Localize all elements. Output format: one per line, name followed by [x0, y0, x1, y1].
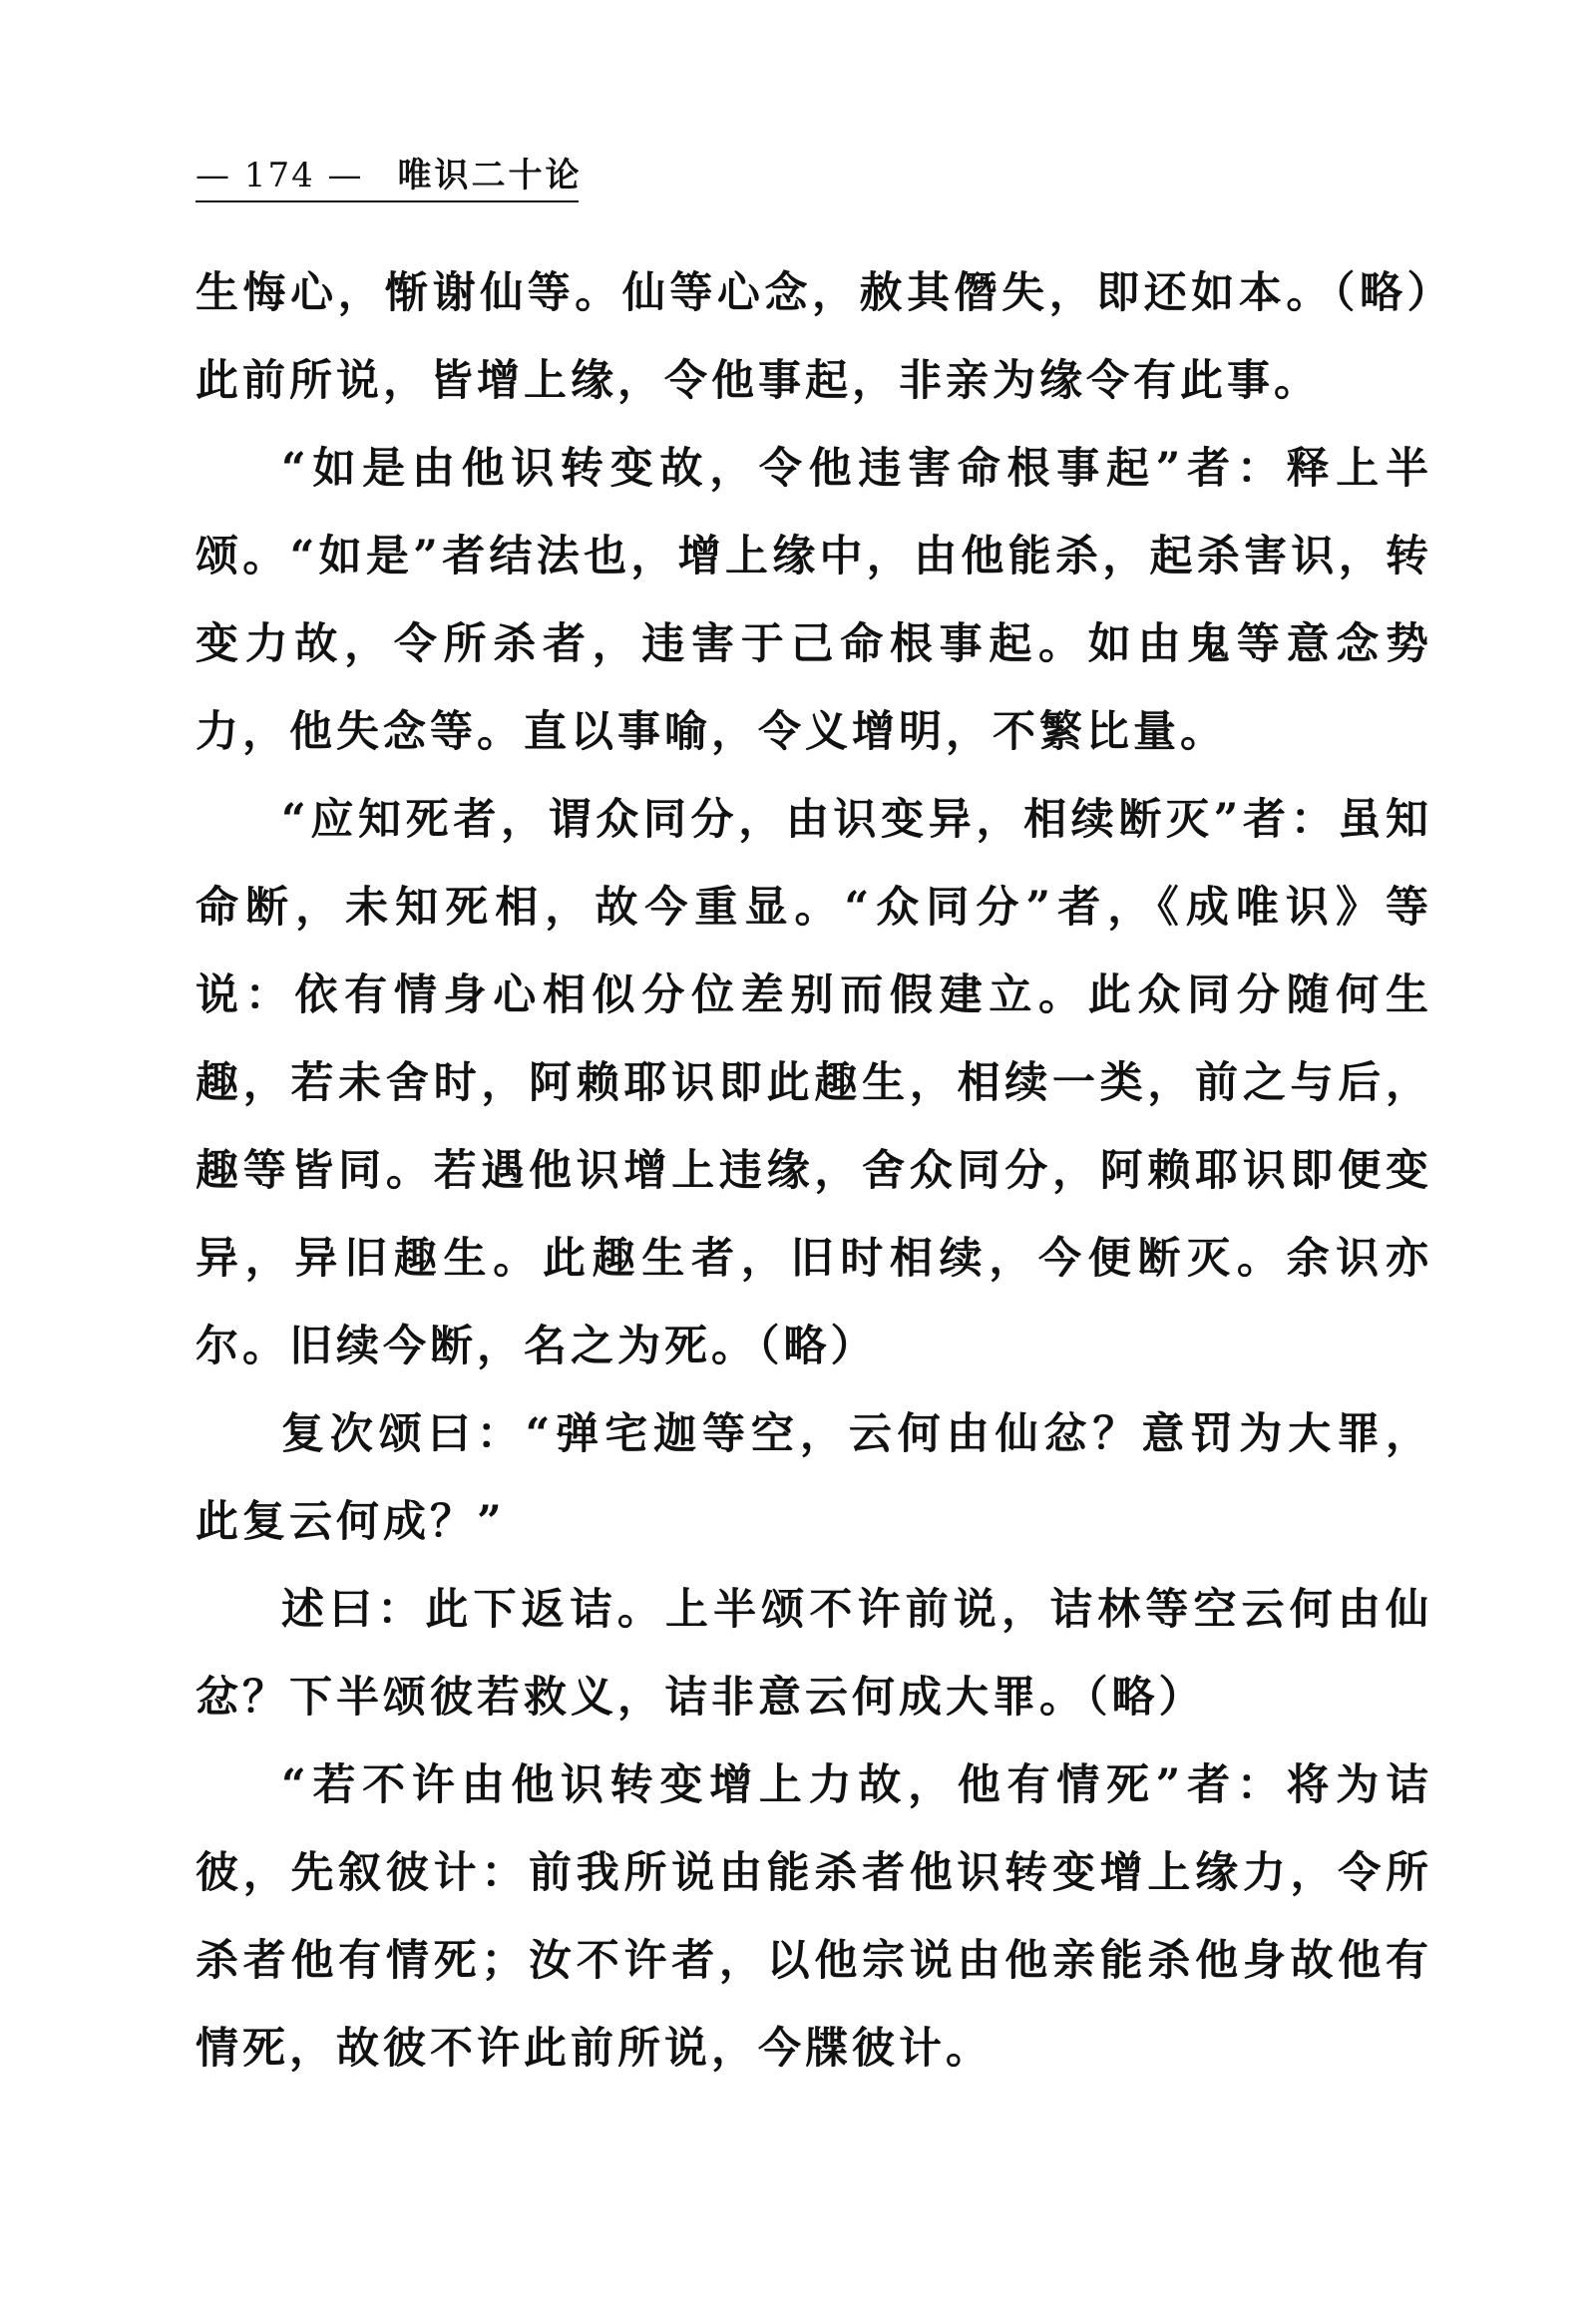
paragraph-5: 述曰：此下返诘。上半颂不许前说，诘林等空云何由仙忿？下半颂彼若救义，诘非意云何成大罪。（略）	[196, 1585, 1432, 1723]
paragraph-1: 生悔心，惭谢仙等。仙等心念，赦其僭失，即还如本。（略）此前所说，皆增上缘，令他事起，非亲为缘令有此事。	[196, 268, 1432, 406]
header-rule	[196, 200, 579, 202]
paragraph-6: “若不许由他识转变增上力故，他有情死”者：将为诘彼，先叙彼计：前我所说由能杀者他识转变增上缘力，令所杀者他有情死；汝不许者，以他宗说由他亲能杀他身故他有情死，故彼不许此前所说，今牒彼计。	[196, 1760, 1432, 2074]
paragraph-3: “应知死者，谓众同分，由识变异，相续断灭”者：虽知命断，未知死相，故今重显。“众同分”者，《成唯识》等说：依有情身心相似分位差别而假建立。此众同分随何生趣，若未舍时，阿赖耶识即此趣生，相续一类，前之与后，趣等皆同。若遇他识增上违缘，舍众同分，阿赖耶识即便变异，异旧趣生。此趣生者，旧时相续，今便断灭。余识亦尔。旧续今断，名之为死。（略）	[196, 795, 1432, 1371]
paragraph-2: “如是由他识转变故，令他违害命根事起”者：释上半颂。“如是”者结法也，增上缘中，由他能杀，起杀害识，转变力故，令所杀者，违害于己命根事起。如由鬼等意念势力，他失念等。直以事喻，令义增明，不繁比量。	[196, 444, 1432, 757]
page-number: — 174 —	[196, 156, 364, 195]
book-title: 唯识二十论	[397, 156, 583, 195]
paragraph-4: 复次颂曰：“弹宅迦等空，云何由仙忿？意罚为大罪，此复云何成？”	[196, 1409, 1432, 1547]
running-header	[196, 148, 1432, 203]
body-text	[196, 249, 1432, 2093]
